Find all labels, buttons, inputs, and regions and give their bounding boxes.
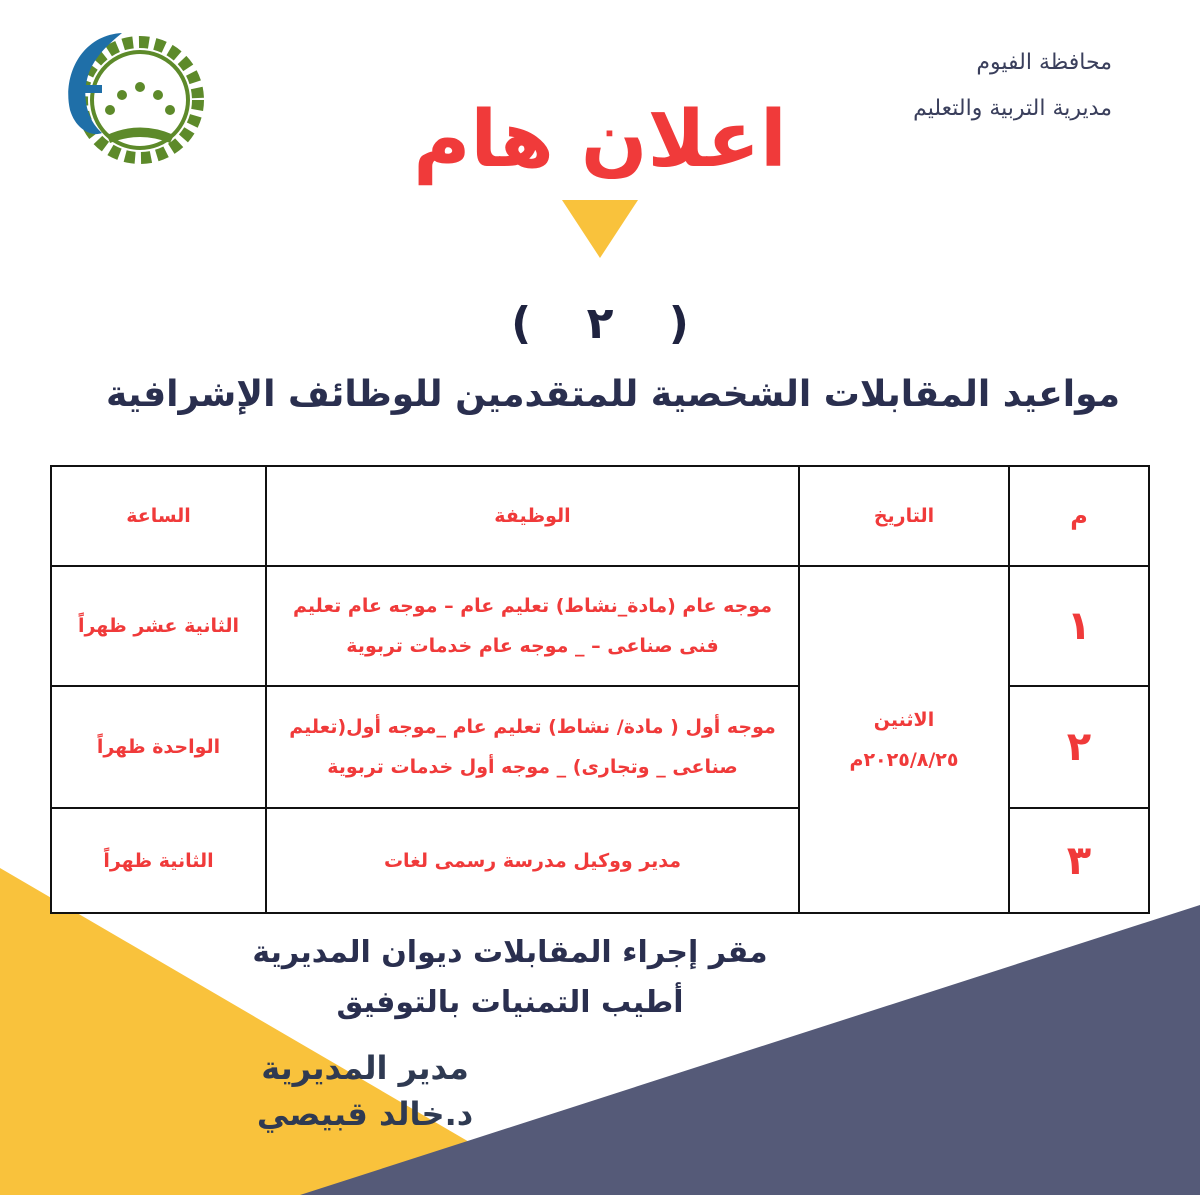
row-job: موجه عام (مادة_نشاط) تعليم عام – موجه عام تعليم فنى صناعى – _ موجه عام خدمات تربوية [266,566,799,686]
directorate-name: مديرية التربية والتعليم [913,96,1112,121]
header-date: التاريخ [799,466,1009,566]
row-job: مدير ووكيل مدرسة رسمى لغات [266,808,799,913]
header-job: الوظيفة [266,466,799,566]
date-value: ٢٠٢٥/٨/٢٥م [849,748,959,771]
interview-location: مقر إجراء المقابلات ديوان المديرية [252,935,768,970]
row-index: ٢ [1009,686,1149,808]
row-index: ١ [1009,566,1149,686]
row-time: الثانية ظهراً [51,808,266,913]
table-row [51,566,1149,686]
announcement-number: ( ٢ ) [511,298,689,349]
interview-schedule-table [50,465,1150,914]
table-header-row [51,466,1149,566]
wishes-text: أطيب التمنيات بالتوفيق [336,985,684,1020]
signature-role: مدير المديرية [261,1049,469,1087]
header-time: الساعة [51,466,266,566]
date-day: الاثنين [873,708,935,731]
date-cell [799,566,1009,913]
signature-name: د.خالد قبيصي [256,1095,474,1133]
row-time: الواحدة ظهراً [51,686,266,808]
page-subtitle: مواعيد المقابلات الشخصية للمتقدمين للوظائف الإشرافية [106,374,1120,415]
down-triangle-icon [562,200,638,258]
header-index: م [1009,466,1149,566]
page-title: اعلان هام [413,95,787,185]
row-time: الثانية عشر ظهراً [51,566,266,686]
row-job: موجه أول ( مادة/ نشاط) تعليم عام _موجه أول(تعليم صناعى _ وتجارى) _ موجه أول خدمات تربوية [266,686,799,808]
row-index: ٣ [1009,808,1149,913]
governorate-name: محافظة الفيوم [976,50,1112,75]
footer-text [230,928,790,1028]
signature [240,1045,490,1137]
